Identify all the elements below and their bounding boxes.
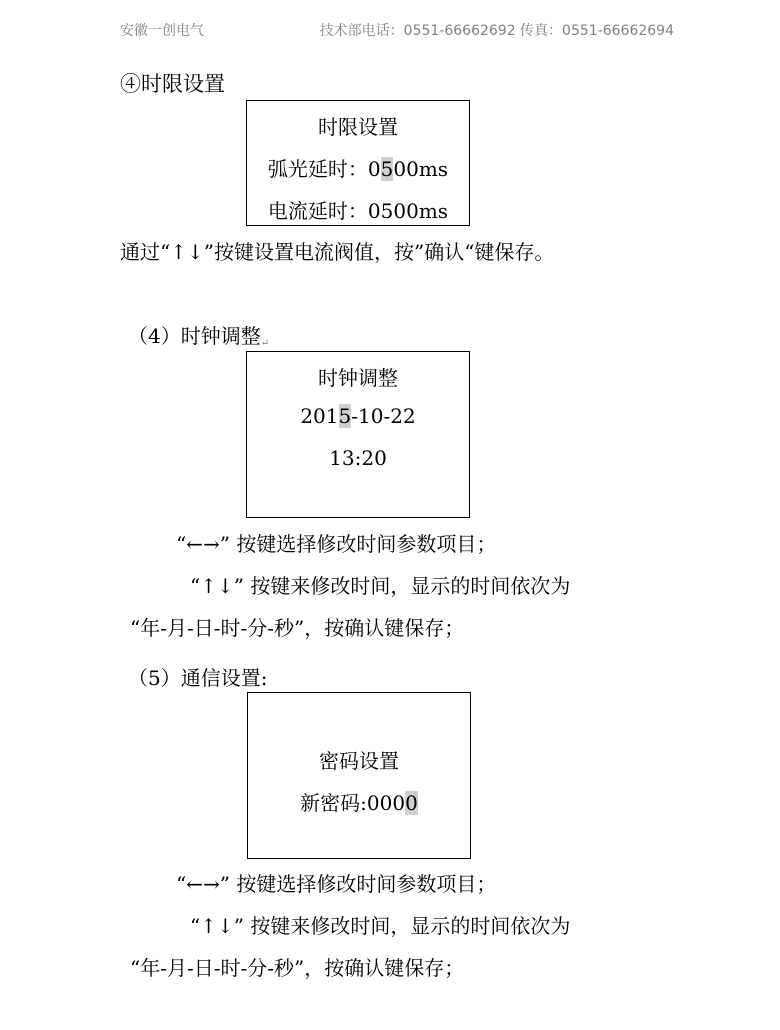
password-pre: 000 — [366, 791, 406, 815]
current-delay-value: 0500ms — [367, 199, 449, 223]
lcd-title: 时限设置 — [318, 115, 398, 139]
comm-instruction-2: “↑↓” 按键来修改时间，显示的时间依次为 — [190, 914, 571, 938]
date-pre: 201 — [300, 404, 339, 428]
edit-cursor: 5 — [338, 404, 352, 428]
section-heading-comm: （5）通信设置: — [128, 666, 268, 690]
lcd-password — [247, 692, 471, 859]
date-post: -10-22 — [351, 404, 416, 428]
time-row: 13:20 — [329, 446, 387, 470]
current-delay-row — [247, 195, 469, 224]
password-row — [248, 787, 470, 816]
return-mark-icon: ↵ — [260, 338, 270, 349]
edit-cursor: 5 — [380, 157, 394, 181]
arc-delay-post: 00ms — [393, 157, 449, 181]
password-label: 新密码: — [300, 791, 367, 815]
lcd-clock — [246, 351, 470, 518]
clock-heading-text: （4）时钟调整 — [128, 324, 261, 348]
page-header — [120, 20, 680, 40]
lcd-time-limit — [246, 100, 470, 226]
date-row — [247, 404, 469, 428]
current-delay-label: 电流延时： — [267, 199, 368, 223]
company-name: 安徽一创电气 — [120, 23, 204, 39]
clock-instruction-3: “年-月-日-时-分-秒”，按确认键保存； — [130, 616, 465, 640]
arc-delay-label: 弧光延时： — [267, 157, 368, 181]
arc-delay-pre: 0 — [367, 157, 381, 181]
comm-instruction-1: “←→” 按键选择修改时间参数项目； — [176, 872, 497, 896]
instruction-time-limit: 通过“↑↓”按键设置电流阀值，按”确认“键保存。 — [120, 240, 555, 264]
lcd-title: 时钟调整 — [318, 366, 398, 390]
edit-cursor: 0 — [405, 791, 418, 815]
section-heading-clock — [128, 320, 269, 349]
contact-info: 技术部电话：0551-66662692 传真：0551-66662694 — [319, 23, 674, 39]
clock-instruction-2: “↑↓” 按键来修改时间，显示的时间依次为 — [190, 574, 571, 598]
comm-instruction-3: “年-月-日-时-分-秒”，按确认键保存； — [130, 956, 465, 980]
lcd-title: 密码设置 — [319, 749, 399, 773]
arc-delay-row — [247, 153, 469, 182]
section-heading-time-limit: ④时限设置 — [120, 72, 225, 96]
clock-instruction-1: “←→” 按键选择修改时间参数项目； — [176, 532, 497, 556]
